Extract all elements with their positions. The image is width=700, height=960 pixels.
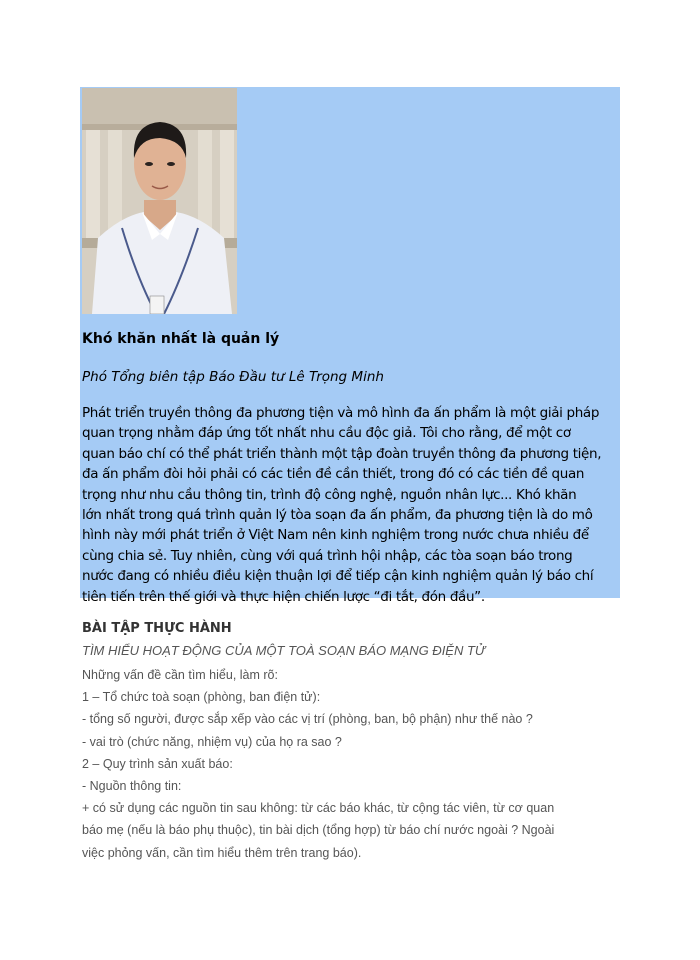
article-body-line: Phát triển truyền thông đa phương tiện và mô hình đa ấn phẩm là một giải pháp xyxy=(82,405,600,421)
article-body-line: tiên tiến trên thế giới và thực hiện chiến lược “đi tắt, đón đầu”. xyxy=(82,588,485,605)
exercise-heading: BÀI TẬP THỰC HÀNH xyxy=(82,621,232,636)
article-body-line: quan trọng nhằm đáp ứng tốt nhất nhu cầu độc giả. Tôi cho rằng, để một cơ xyxy=(82,425,571,442)
article-body-line: quan báo chí có thể phát triển thành một tập đoàn truyền thông đa phương tiện, xyxy=(82,445,602,462)
article-body-line: trọng như nhu cầu thông tin, trình độ công nghệ, nguồn nhân lực... Khó khăn xyxy=(82,486,577,503)
exercise-line: + có sử dụng các nguồn tin sau không: từ các báo khác, từ cộng tác viên, từ cơ quan xyxy=(82,801,555,816)
exercise-lines xyxy=(82,664,622,864)
portrait-photo xyxy=(82,88,237,314)
article-body-line: nước đang có nhiều điều kiện thuận lợi để tiếp cận kinh nghiệm quản lý báo chí xyxy=(82,568,594,585)
article-title: Khó khăn nhất là quản lý xyxy=(82,331,280,347)
exercise-line: - vai trò (chức năng, nhiệm vụ) của họ ra sao ? xyxy=(82,734,342,749)
article-body-line: hình này mới phát triển ở Việt Nam nên kinh nghiệm trong nước chưa nhiều để xyxy=(82,527,589,544)
exercise-line: - tổng số người, được sắp xếp vào các vị trí (phòng, ban, bộ phận) như thế nào ? xyxy=(82,712,533,727)
exercise-line: 2 – Quy trình sản xuất báo: xyxy=(82,756,233,771)
portrait-illustration xyxy=(82,88,237,314)
exercise-line: việc phỏng vấn, cần tìm hiểu thêm trên trang báo). xyxy=(82,845,362,860)
article-body-line: lớn nhất trong quá trình quản lý tòa soạn đa ấn phẩm, đa phương tiện là do mô xyxy=(82,507,593,524)
article-body-line: đa ấn phẩm đòi hỏi phải có các tiền đề cần thiết, trong đó có các tiền đề quan xyxy=(82,466,585,483)
exercise-line: Những vấn đề cần tìm hiểu, làm rõ: xyxy=(82,668,278,682)
article-byline: Phó Tổng biên tập Báo Đầu tư Lê Trọng Minh xyxy=(82,369,384,385)
article-body xyxy=(82,403,620,607)
exercise-line: báo mẹ (nếu là báo phụ thuộc), tin bài dịch (tổng hợp) từ báo chí nước ngoài ? Ngoài xyxy=(82,823,555,838)
exercise-line: - Nguồn thông tin: xyxy=(82,779,182,794)
article-body-line: cùng chia sẻ. Tuy nhiên, cùng với quá trình hội nhập, các tòa soạn báo trong xyxy=(82,547,573,564)
exercise-subtitle: TÌM HIỂU HOẠT ĐỘNG CỦA MỘT TOÀ SOẠN BÁO MẠNG ĐIỆN TỬ xyxy=(82,643,486,658)
exercise-line: 1 – Tổ chức toà soạn (phòng, ban điện tử): xyxy=(82,690,321,705)
